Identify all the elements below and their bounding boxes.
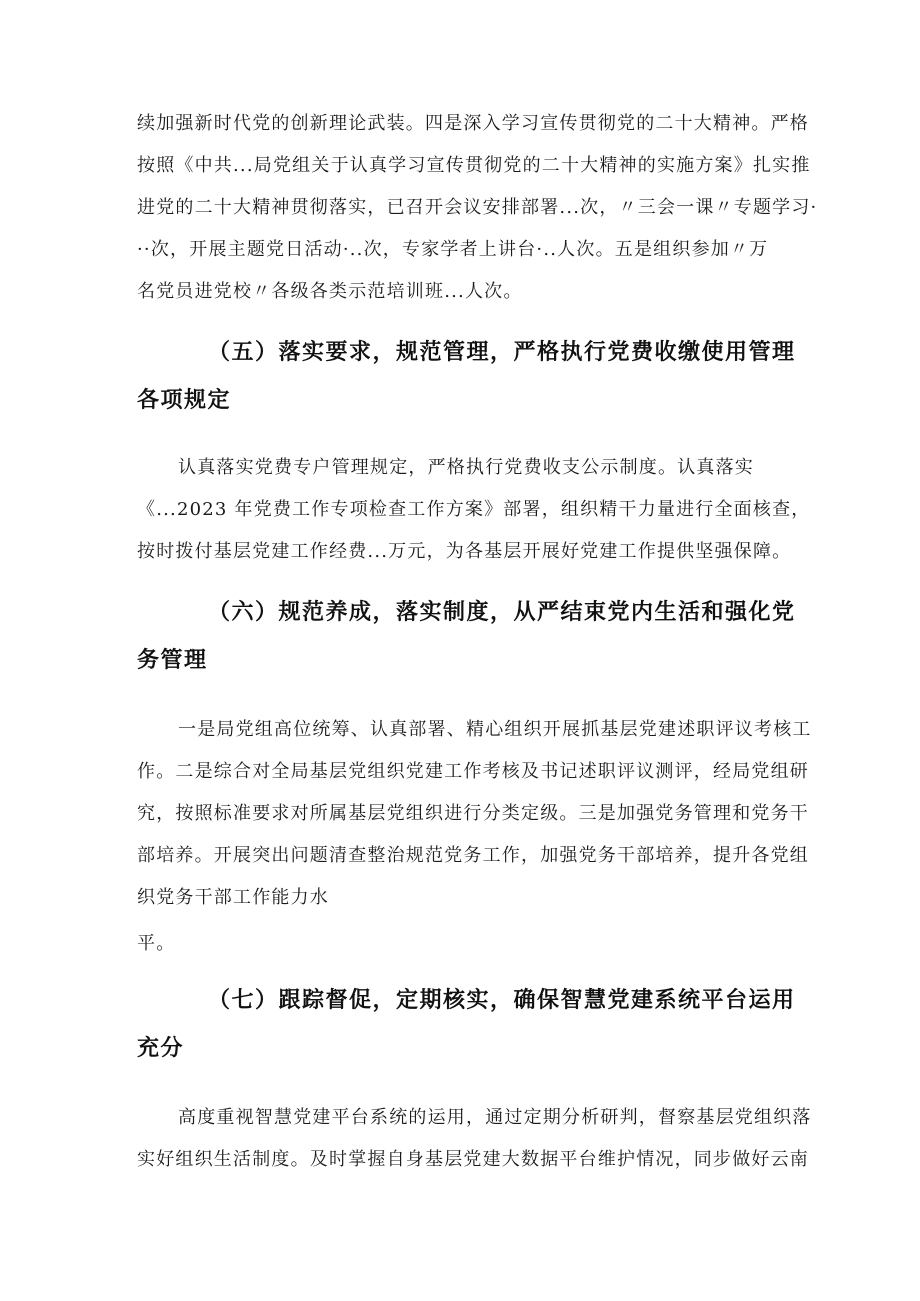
paragraph-3-line-2: 作。二是综合对全局基层党组织党建工作考核及书记述职评议测评，经局党组研 <box>137 761 809 782</box>
section-heading-5-line-1: （五）落实要求，规范管理，严格执行党费收缴使用管理 <box>208 340 796 365</box>
paragraph-2-line-1: 认真落实党费专户管理规定，严格执行党费收支公示制度。认真落实 <box>178 457 754 478</box>
paragraph-4-line-1: 高度重视智慧党建平台系统的运用，通过定期分析研判，督察基层党组织落 <box>178 1107 812 1128</box>
paragraph-1-line-1: 续加强新时代党的创新理论武装。四是深入学习宣传贯彻党的二十大精神。严格 <box>137 113 809 134</box>
paragraph-1-line-4: ··次，开展主题党日活动·..次，专家学者上讲台·..人次。五是组织参加〃万 <box>137 239 769 260</box>
section-heading-7-line-2: 充分 <box>137 1036 185 1061</box>
paragraph-3-line-3: 究，按照标准要求对所属基层党组织进行分类定级。三是加强党务管理和党务干 <box>137 803 809 824</box>
paragraph-3-line-5: 织党务干部工作能力水 <box>137 887 329 908</box>
paragraph-1-line-2: 按照《中共...局党组关于认真学习宣传贯彻党的二十大精神的实施方案》扎实推 <box>137 155 811 176</box>
paragraph-3-line-6: 平。 <box>137 933 176 954</box>
paragraph-2-line-3: 按时拨付基层党建工作经费...万元，为各基层开展好党建工作提供坚强保障。 <box>137 541 792 562</box>
paragraph-2-line-2: 《...2023 年党费工作专项检查工作方案》部署，组织精干力量进行全面核查， <box>137 499 811 520</box>
section-heading-6-line-1: （六）规范养成，落实制度，从严结束党内生活和强化党 <box>208 600 796 625</box>
section-heading-7-line-1: （七）跟踪督促，定期核实，确保智慧党建系统平台运用 <box>208 988 796 1013</box>
paragraph-1-line-3: 进党的二十大精神贯彻落实，已召开会议安排部署...次，〃三会一课〃专题学习· <box>137 197 818 218</box>
paragraph-1-line-5: 名党员进党校〃各级各类示范培训班...人次。 <box>137 281 523 302</box>
paragraph-3-line-1: 一是局党组高位统筹、认真部署、精心组织开展抓基层党建述职评议考核工 <box>178 719 812 740</box>
section-heading-6-line-2: 务管理 <box>137 648 208 673</box>
paragraph-4-line-2: 实好组织生活制度。及时掌握自身基层党建大数据平台维护情况，同步做好云南 <box>137 1149 809 1170</box>
paragraph-3-line-4: 部培养。开展突出问题清查整治规范党务工作，加强党务干部培养，提升各党组 <box>137 845 809 866</box>
section-heading-5-line-2: 各项规定 <box>137 388 232 413</box>
